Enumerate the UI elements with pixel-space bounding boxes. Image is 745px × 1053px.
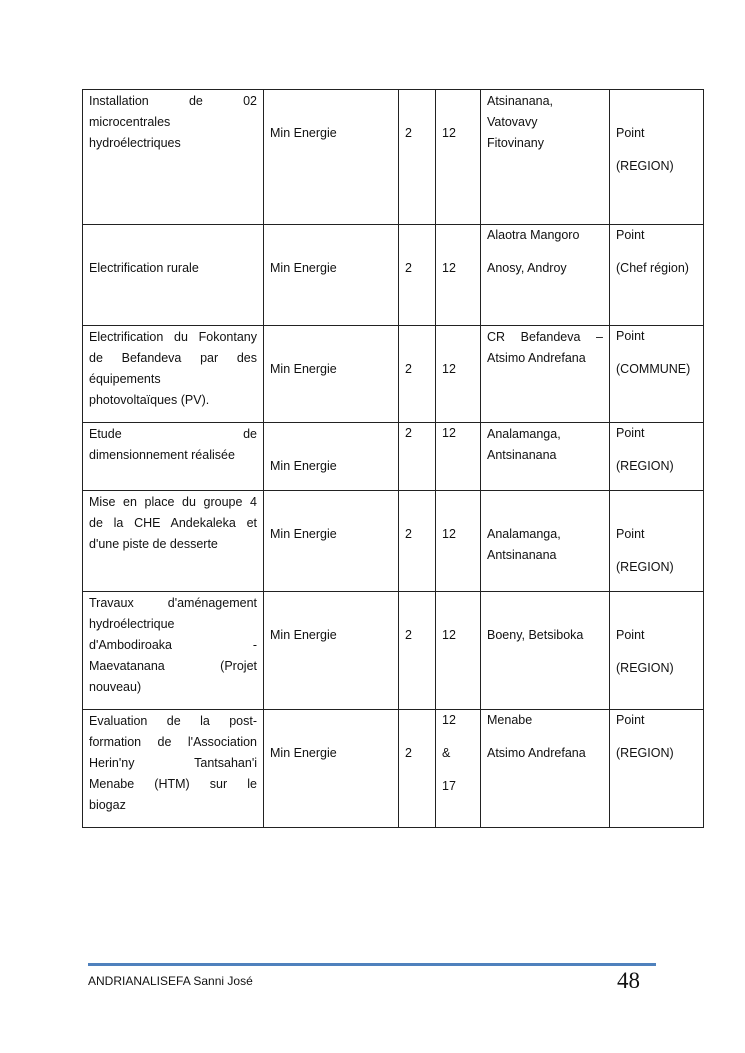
number-cell — [436, 592, 481, 710]
number-cell — [436, 423, 481, 491]
cell-text: Atsimo Andrefana — [487, 351, 586, 365]
cell-text: Point — [616, 228, 645, 242]
cell-text: (REGION) — [616, 459, 674, 473]
cell-text: Atsinanana, — [487, 94, 554, 108]
number-cell — [399, 225, 436, 326]
cell-text: 17 — [442, 779, 456, 793]
cell-text: Fitovinany — [487, 136, 544, 150]
page-number: 48 — [617, 968, 640, 993]
cell-text: 2 — [405, 126, 412, 140]
cell-text: Point — [616, 329, 645, 343]
cell-text: & — [442, 746, 451, 760]
table-row — [83, 225, 704, 326]
number-cell — [436, 225, 481, 326]
cell-text: de la CHE Andekaleka et — [89, 516, 257, 530]
zone-cell — [481, 90, 610, 225]
cell-text: formation de l'Association — [89, 735, 257, 749]
cell-text: dimensionnement réalisée — [89, 448, 235, 462]
cell-text: Antsinanana — [487, 448, 557, 462]
ministry-cell — [264, 90, 399, 225]
activity-cell — [83, 491, 264, 592]
ministry-cell — [264, 423, 399, 491]
cell-text: Min Energie — [270, 628, 337, 642]
cell-text: 2 — [405, 426, 412, 440]
cell-text: Min Energie — [270, 126, 337, 140]
cell-text: Point — [616, 426, 645, 440]
footer-author: ANDRIANALISEFA Sanni José — [88, 974, 253, 988]
cell-text: (REGION) — [616, 661, 674, 675]
cell-text: 12 — [442, 362, 456, 376]
cell-text: CR Befandeva – — [487, 330, 603, 344]
activity-cell — [83, 90, 264, 225]
cell-text: Anosy, Androy — [487, 261, 567, 275]
cell-text: nouveau) — [89, 680, 142, 694]
number-cell — [436, 326, 481, 423]
cell-text: Antsinanana — [487, 548, 557, 562]
cell-text: microcentrales — [89, 115, 171, 129]
level-cell — [610, 326, 704, 423]
table-row — [83, 592, 704, 710]
level-cell — [610, 225, 704, 326]
cell-text: Point — [616, 527, 645, 541]
level-cell — [610, 423, 704, 491]
cell-text: Atsimo Andrefana — [487, 746, 586, 760]
cell-text: Mise en place du groupe 4 — [89, 495, 257, 509]
zone-cell — [481, 326, 610, 423]
cell-text: photovoltaïques (PV). — [89, 393, 210, 407]
footer-rule — [88, 963, 656, 966]
number-cell — [399, 90, 436, 225]
table-row — [83, 423, 704, 491]
cell-text: hydroélectrique — [89, 617, 175, 631]
cell-text: Vatovavy — [487, 115, 538, 129]
activity-cell — [83, 710, 264, 828]
cell-text: Installation de 02 — [89, 94, 257, 108]
table-row — [83, 326, 704, 423]
table-row — [83, 710, 704, 828]
zone-cell — [481, 423, 610, 491]
cell-text: Menabe (HTM) sur le — [89, 777, 257, 791]
ministry-cell — [264, 326, 399, 423]
cell-text: 12 — [442, 126, 456, 140]
cell-text: 2 — [405, 362, 412, 376]
zone-cell — [481, 491, 610, 592]
number-cell — [399, 423, 436, 491]
ministry-cell — [264, 491, 399, 592]
cell-text: Travaux d'aménagement — [89, 596, 257, 610]
table-row — [83, 90, 704, 225]
activity-cell — [83, 592, 264, 710]
cell-text: Point — [616, 126, 645, 140]
cell-text: 2 — [405, 261, 412, 275]
cell-text: Alaotra Mangoro — [487, 228, 580, 242]
number-cell — [436, 491, 481, 592]
cell-text: 2 — [405, 628, 412, 642]
level-cell — [610, 710, 704, 828]
cell-text: 12 — [442, 713, 456, 727]
cell-text: 12 — [442, 628, 456, 642]
ministry-cell — [264, 710, 399, 828]
number-cell — [399, 491, 436, 592]
cell-text: (Chef région) — [616, 261, 689, 275]
cell-text: Min Energie — [270, 459, 337, 473]
activity-cell — [83, 423, 264, 491]
cell-text: Herin'ny Tantsahan'i — [89, 756, 257, 770]
cell-text: Analamanga, — [487, 527, 561, 541]
cell-text: équipements — [89, 372, 161, 386]
cell-text: d'Ambodiroaka - — [89, 638, 257, 652]
activity-cell — [83, 225, 264, 326]
activities-table — [82, 89, 704, 828]
cell-text: Boeny, Betsiboka — [487, 628, 584, 642]
cell-text: Min Energie — [270, 527, 337, 541]
cell-text: Point — [616, 713, 645, 727]
level-cell — [610, 592, 704, 710]
number-cell — [399, 592, 436, 710]
ministry-cell — [264, 592, 399, 710]
cell-text: Analamanga, — [487, 427, 561, 441]
level-cell — [610, 90, 704, 225]
number-cell — [436, 90, 481, 225]
cell-text: Point — [616, 628, 645, 642]
cell-text: de Befandeva par des — [89, 351, 257, 365]
cell-text: Maevatanana (Projet — [89, 659, 257, 673]
activity-cell — [83, 326, 264, 423]
cell-text: 2 — [405, 746, 412, 760]
cell-text: Evaluation de la post- — [89, 714, 257, 728]
cell-text: Electrification du Fokontany — [89, 330, 257, 344]
zone-cell — [481, 592, 610, 710]
cell-text: hydroélectriques — [89, 136, 181, 150]
cell-text: d'une piste de desserte — [89, 537, 218, 551]
ministry-cell — [264, 225, 399, 326]
cell-text: (REGION) — [616, 159, 674, 173]
number-cell — [399, 326, 436, 423]
cell-text: Min Energie — [270, 362, 337, 376]
cell-text: 12 — [442, 261, 456, 275]
zone-cell — [481, 225, 610, 326]
cell-text: (REGION) — [616, 746, 674, 760]
cell-text: Menabe — [487, 713, 533, 727]
zone-cell — [481, 710, 610, 828]
cell-text: Electrification rurale — [89, 261, 199, 275]
cell-text: 12 — [442, 426, 456, 440]
table-row — [83, 491, 704, 592]
cell-text: 2 — [405, 527, 412, 541]
level-cell — [610, 491, 704, 592]
cell-text: Min Energie — [270, 261, 337, 275]
cell-text: biogaz — [89, 798, 126, 812]
cell-text: Min Energie — [270, 746, 337, 760]
cell-text: Etude de — [89, 427, 257, 441]
cell-text: 12 — [442, 527, 456, 541]
cell-text: (COMMUNE) — [616, 362, 691, 376]
number-cell — [436, 710, 481, 828]
number-cell — [399, 710, 436, 828]
cell-text: (REGION) — [616, 560, 674, 574]
